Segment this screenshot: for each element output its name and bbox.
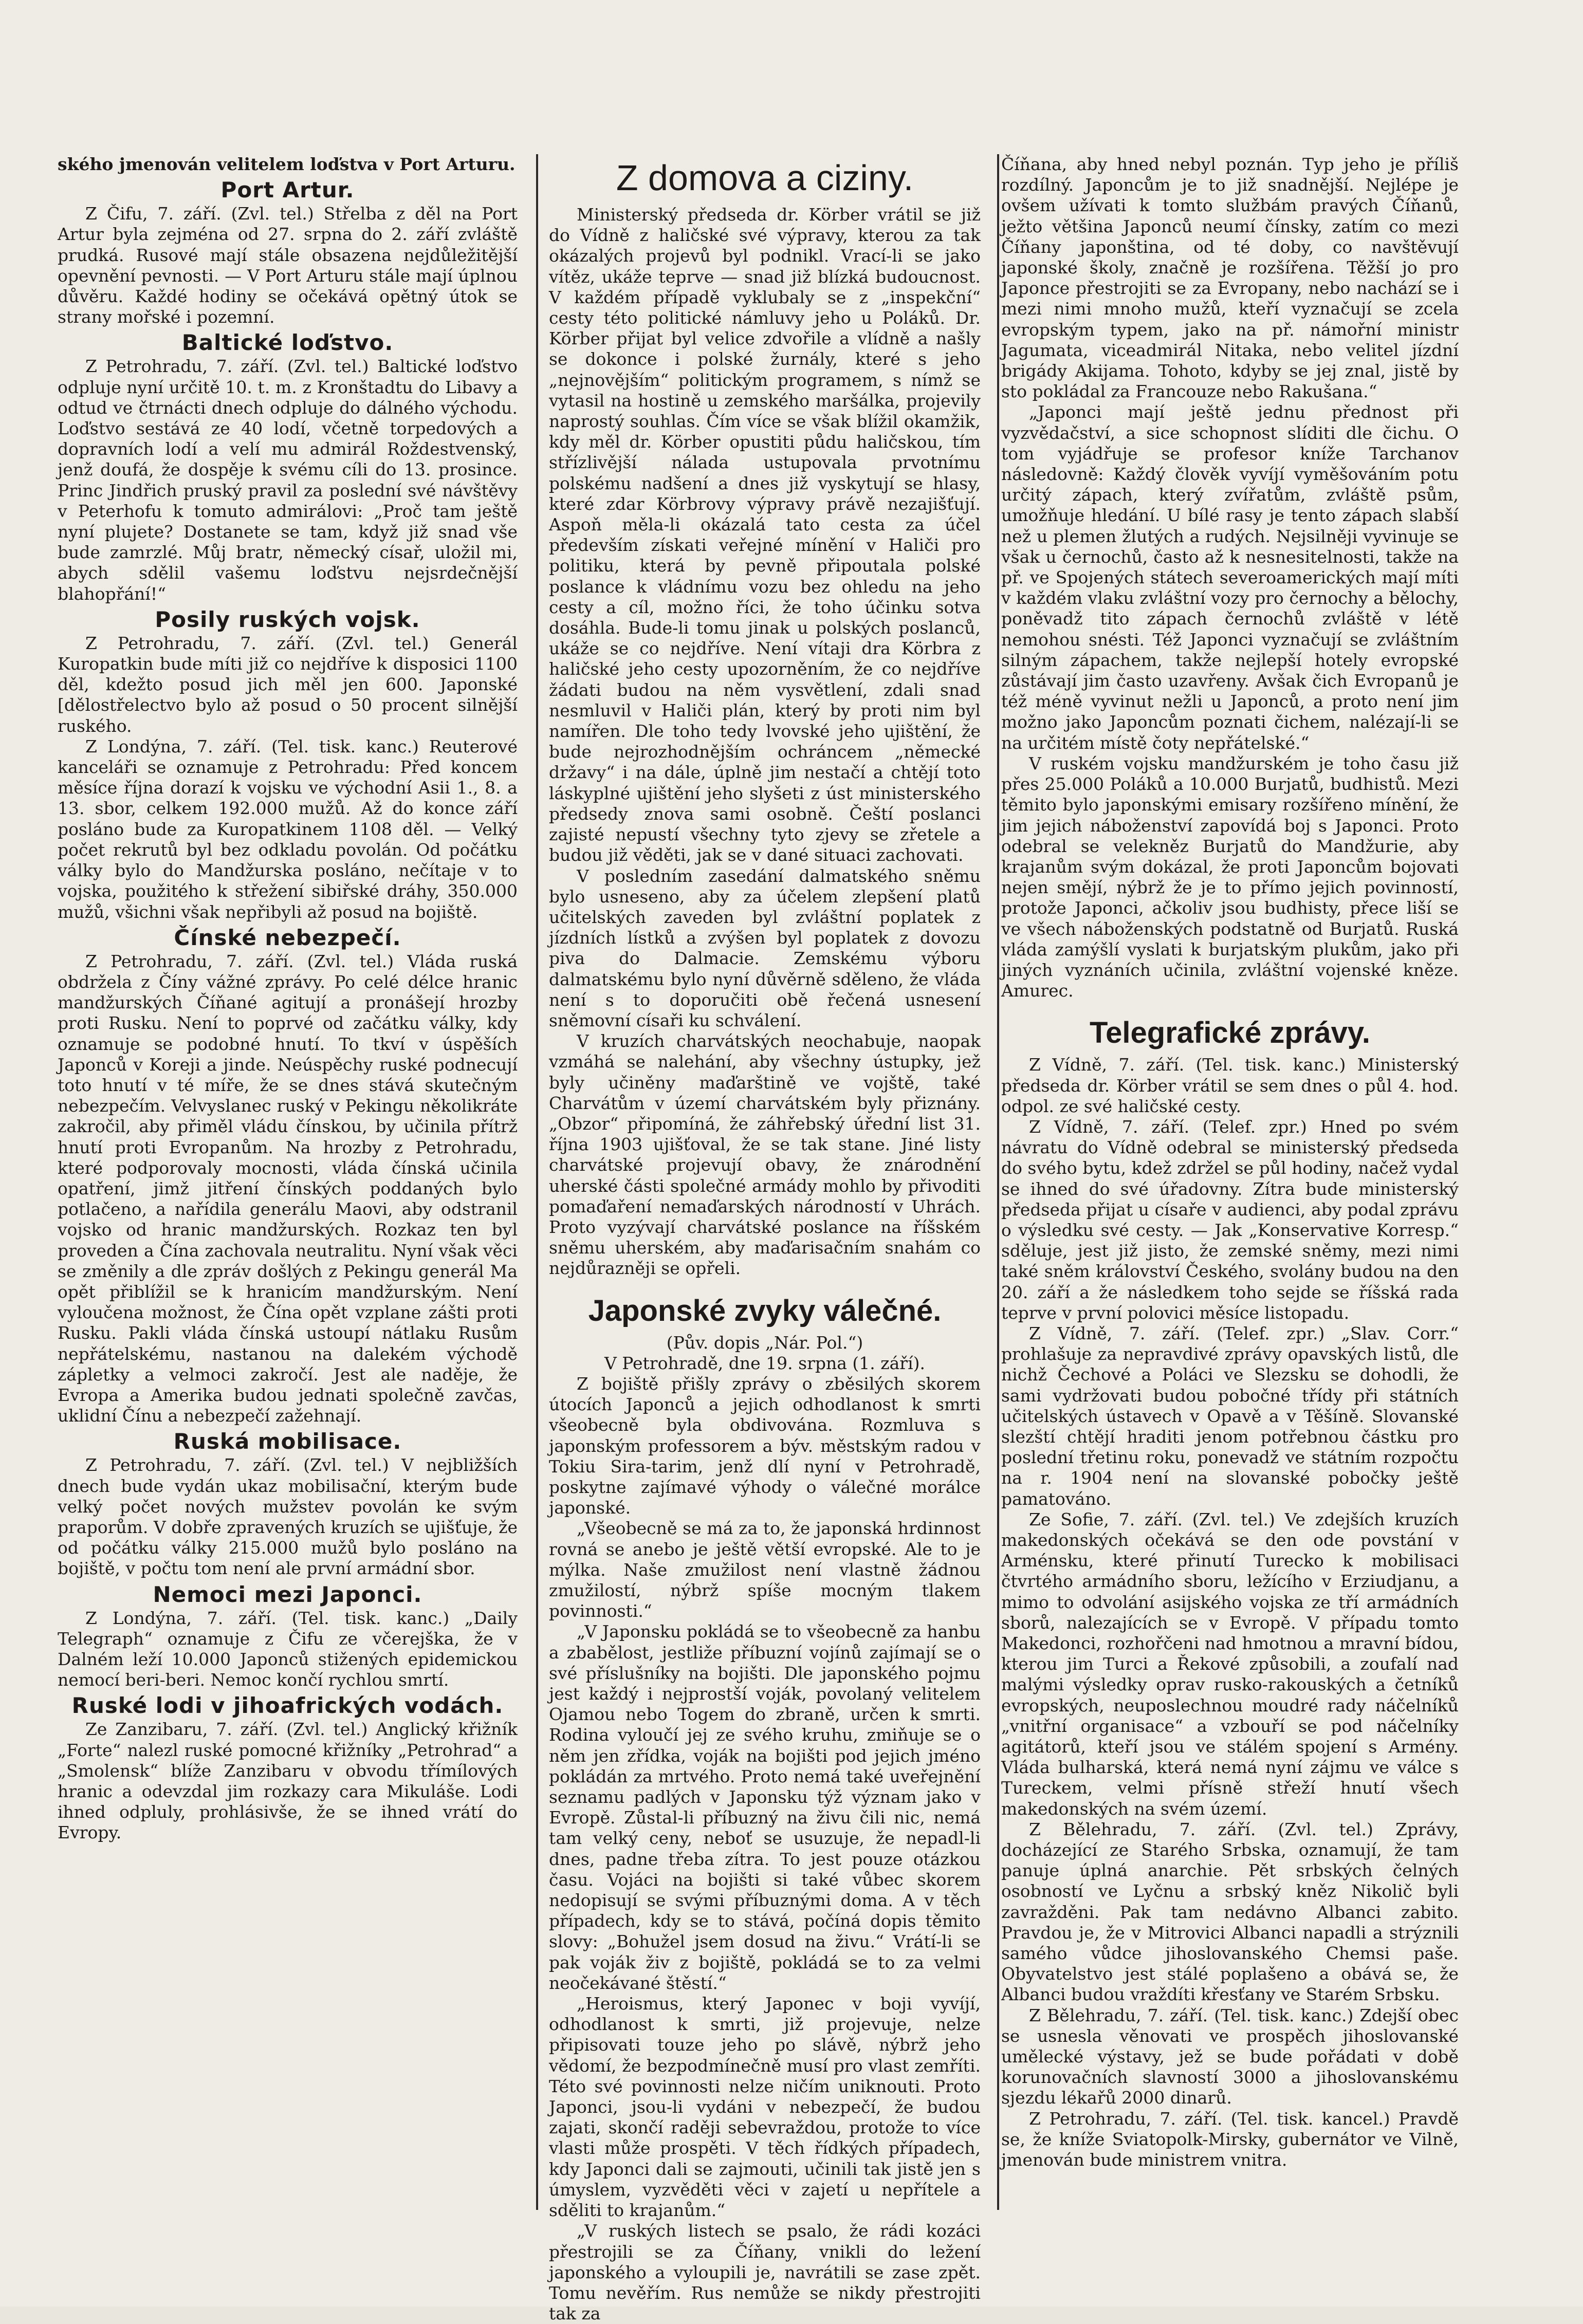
article-japanese-customs-4: „Heroismus, který Japonec v boji vyvíjí, odhodlanost k smrti, již projevuje, nelze připisovati touze jeho po slávě, nýbrž jeho vědomí, že bezpodmínečně musí pro vlast zemříti. Této své povinnosti nelze ničím uniknouti. Proto Japonci, jsou-li vydáni v nebezpečí, že budou zajati, skončí raději sebevraždou, protože to více vlasti může prospěti. V těch řídkých případech, kdy Japonci dali se zajmouti, učinili tak jistě jen s úmyslem, vyzvěděti věci v zajetí u nepřítele a sděliti to krajanům.“: [549, 1994, 981, 2221]
section-title-telegraph-news: Telegrafické zprávy.: [1090, 1016, 1370, 1050]
article-japanese-customs-5: „V ruských listech se psalo, že rádi kozáci přestrojili se za Číňany, vnikli do ležení japonského a vyloupili je, navrátili se zase zpět. Tomu nevěřím. Rus nemůže se nikdy přestrojiti tak za: [549, 2221, 981, 2324]
column-left: [58, 154, 518, 2215]
heading-japanese-war-customs: Japonské zvyky válečné.: [588, 1294, 942, 1327]
article-continuation-1: Číňana, aby hned nebyl poznán. Typ jeho je příliš rozdílný. Japoncům je to již snadnější. Nejlépe je ovšem užívati k tomto službám pravých Číňanů, ježto většina Japonců neumí čínsky, zatím co mezi Číňany japonština, od té doby, co navštěvují japonské školy, značně je rozšířena. Těžší jo pro Japonce přestrojiti se za Evropany, nebo nachází se i mezi nimi mnoho mužů, kteří vyznačují se zcela evropským typem, jako na př. námořní ministr Jagumata, viceadmirál Nitaka, nebo velitel jízdní brigády Akijama. Tohoto, kdyby se jej znal, jistě by sto pokládal za Francouze nebo Rakušana.“: [1001, 154, 1459, 402]
article-continuation-2: „Japonci mají ještě jednu přednost při vyzvědačství, a sice schopnost slíditi dle čichu. O tom vyjádřuje se profesor kníže Tarchanov následovně: Každý člověk vyvíjí vyměšováním potu určitý zápach, který zvířatům, zvláště psům, umožňuje hledání. U bílé rasy je tento zápach slabší než u plemen žlutých a rudých. Nejsilněji vyvinuje se však u černochů, často až k nesnesitelnosti, takže na př. ve Spojených státech severoamerických mají míti v každém vlaku zvláštní vozy pro černochy a bělochy, poněvadž tito zápach černochů zvláště v létě nemohou snésti. Též Japonci vyznačují se zvláštním silným zápachem, takže nejlepší hotely evropské zůstávají jim často uzavřeny. Avšak čich Evropanů je též méně vyvinut nežli u Japonců, a proto není jim možno jako Japoncům poznati čichem, nalézají-li se na určitém místě čoty nepřátelské.“: [1001, 402, 1459, 753]
heading-port-artur: Port Artur.: [220, 177, 355, 203]
telegraph-belgrade-2: Z Bělehradu, 7. září. (Tel. tisk. kanc.) Zdejší obec se usnesla věnovati ve prospěch jihoslovanské umělecké výstavy, jež se bude pořádati v době korunovačních slavností 3000 a jihoslovanskému sjezdu lékařů 2000 dinarů.: [1001, 2005, 1459, 2108]
column-divider-left: [536, 154, 538, 2210]
article-japanese-customs-3: „V Japonsku pokládá se to všeobecně za hanbu a zbabělost, jestliže příbuzní vojínů zajímají se o své příslušníky na bojišti. Dle japonského pojmu jest každý i nejprostší voják, povolaný velitelem Ojamou nebo Togem do zbraně, určen k smrti. Rodina vyloučí jej ze svého kruhu, zmiňuje se o něm jen zřídka, voják na bojišti pod jejich jméno pokládán za mrtvého. Proto nemá také uveřejnění seznamu padlých v Japonsku týž význam jako v Evropě. Zůstal-li příbuzný na živu čili nic, nemá tam velký ceny, neboť se usuzuje, že nepadl-li dnes, padne třeba zítra. To jest pouze otázkou času. Vojáci na bojišti si také vůbec skorem nedopisují se svými příbuznými doma. A v těch případech, kdy se to stává, počíná dopis těmito slovy: „Bohužel jsem dosud na živu.“ Vrátí-li se pak voják živ z bojiště, pokládá se to za velmi neočekávané štěstí.“: [549, 1621, 981, 1993]
article-mobilisation: Z Petrohradu, 7. září. (Zvl. tel.) V nejbližších dnech bude vydán ukaz mobilisační, kterým bude velký počet nových mužstev povolán ke svým praporům. V dobře zpravených kruzích se ujišťuje, že od počátku války 215.000 mužů bylo posláno na bojiště, v počtu tom není ale první armádní sbor.: [58, 1455, 518, 1579]
article-dalmatia: V posledním zasedání dalmatského sněmu bylo usneseno, aby za účelem zlepšení platů učitelských zaveden byl zvláštní poplatek z jízdních lístků a zvýšen byl poplatek z dovozu piva do Dalmacie. Zemskému výboru dalmatskému bylo nyní důvěrně sděleno, že vláda není s to doporučiti obě řečená usnesení sněmovní císaři ku schválení.: [549, 865, 981, 1030]
article-korber: Ministerský předseda dr. Körber vrátil se již do Vídně z haličské své výpravy, kterou za tak okázalých projevů byl podnikl. Vrací-li se jako vítěz, ukáže teprve — snad již blízká budoucnost. V každém případě vyklubaly se z „inspekční“ cesty této politické námluvy jeho u Poláků. Dr. Körber přijat byl velice zdvořile a vlídně a našly se dokonce i polské žurnály, které s jeho „nejnovějším“ politickým programem, s nímž se vytasil na hostině u zemského maršálka, projevily naprostý souhlas. Čím více se však blížil okamžik, kdy měl dr. Körber opustiti půdu haličskou, tím střízlivější nálada ustupovala prvotnímu polskému nadšení a dnes již vyskytují se hlasy, které zdar Körbrovy výpravy právě nezajišťují. Aspoň měla-li okázalá tato cesta za účel především získati veřejné mínění v Haliči pro politiku, která by pevně připoutala polské poslance k vládnímu vozu bez ohledu na jeho cesty a cíl, možno říci, že toho účinku sotva dosáhla. Bude-li tomu jinak u polských poslanců, ukáže se co nejdříve. Není vítaji dra Körbra z haličské jeho cesty upozorněním, že co nejdříve žádati budou na něm vysvětlení, zdali snad nesmluvil v Haliči plán, který by proti nim byl namířen. Dle toho tedy lvovské jeho ujištění, že bude nejrozhodnějším ochráncem „německé državy“ i na dále, úplně jim nestačí a chtějí toto láskyplné ujištění jeho slyšeti z úst ministerského předsedy znova sami osobně. Čeští poslanci zajisté nepustí všechny tyto zjevy se zřetele a budou již věděti, jak se v dané situaci zachovati.: [549, 205, 981, 865]
article-japanese-disease: Z Londýna, 7. září. (Tel. tisk. kanc.) „Daily Telegraph“ oznamuje z Čifu ze včerejška, že v Dalném leží 10.000 Japonců stižených epidemickou nemocí beri-beri. Nemoc končí rychlou smrtí.: [58, 1608, 518, 1690]
heading-japanese-disease: Nemoci mezi Japonci.: [153, 1581, 422, 1607]
dateline: V Petrohradě, dne 19. srpna (1. září).: [604, 1353, 926, 1373]
article-japanese-customs-2: „Všeobecně se má za to, že japonská hrdinnost rovná se anebo je ještě větší evropské. Ale to je mýlka. Naše zmužilost není vlastně žádnou zmužilostí, nýbrž spíše mocným tlakem povinnosti.“: [549, 1518, 981, 1621]
article-port-artur: Z Čifu, 7. září. (Zvl. tel.) Střelba z děl na Port Artur byla zejména od 27. srpna do 2. září zvláště prudká. Rusové mají stále obsazena nejdůležitější opevnění pevnosti. — V Port Arturu stále mají úplnou důvěru. Každé hodiny se očekává opětný útok se strany mořské i pozemní.: [58, 204, 518, 327]
article-reinforcements-b: Z Londýna, 7. září. (Tel. tisk. kanc.) Reuterové kanceláři se oznamuje z Petrohradu: Před koncem měsíce října dorazí k vojsku ve východní Asii 1., 8. a 13. sbor, celkem 192.000 mužů. Až do konce září posláno bude za Kuropatkinem 1108 děl. — Velký počet rekrutů byl bez odkladu povolán. Od počátku války bylo do Mandžurska posláno, nečítaje v to vojska, použitého k střežení sibiřské dráhy, 350.000 mužů, všichni však nepřibyli až posud na bojiště.: [58, 736, 518, 922]
telegraph-vienna-2: Z Vídně, 7. září. (Telef. zpr.) Hned po svém návratu do Vídně odebral se ministerský předseda do svého bytu, kdež zdržel se půl hodiny, načež vydal se ihned do své úřadovny. Zítra bude ministerský předseda přijat u císaře v audienci, aby podal zprávu o výsledku své cesty. — Jak „Konservative Korresp.“ sděluje, jest již jisto, že zemské sněmy, mezi nimi také sněm království Českého, svolány budou na den 20. září a že následkem toho sejde se říšská rada teprve v první polovici měsíce listopadu.: [1001, 1116, 1459, 1323]
telegraph-sofia: Ze Sofie, 7. září. (Zvl. tel.) Ve zdejších kruzích makedonských očekává se den ode povstání v Arménsku, které přinutí Turecko k mobilisaci čtvrtého armádního sboru, ležícího v Erziudjanu, a mimo to odvolání asijského vojska ze tří armádních sborů, nalezajících se v Evropě. V případu tomto Makedonci, rozhořčeni nad hmotnou a mravní bídou, kterou jim Turci a Řekové způsobili, a zoufalí nad malými výsledky oprav rusko-rakouských a četníků evropských, neuposlechnou moudré rady náčelníků „vnitřní organisace“ a vzbouří se pod náčelníky agitátorů, kteří jsou ve stálém spojení s Armény. Vláda bulharská, která nemá nyní zájmu ve válce s Tureckem, velmi přísně střeží hnutí všech makedonských na svém území.: [1001, 1509, 1459, 1819]
article-baltic-fleet: Z Petrohradu, 7. září. (Zvl. tel.) Baltické loďstvo odpluje nyní určitě 10. t. m. z Kronštadtu do Libavy a odtud ve čtrnácti dnech odpluje do dálného východu. Loďstvo sestává ze 40 lodí, včetně torpedových a dopravních lodí a velí mu admirál Roždestvenský, jenž doufá, že dospěje k svému cíli do 13. prosince. Princ Jindřich pruský pravil za poslední své návštěvy v Peterhofu k tomuto admirálovi: „Proč tam ještě nyní plujete? Dostanete se tam, když již snad vše bude zamrzlé. Můj bratr, německý císař, uložil mi, abych sdělil vašemu loďstvu nejsrdečnější blahopřání!“: [58, 356, 518, 604]
column-divider-right: [997, 154, 999, 2210]
article-chinese-danger: Z Petrohradu, 7. září. (Zvl. tel.) Vláda ruská obdržela z Číny vážné zprávy. Po celé délce hranic mandžurských Číňané agitují a pronášejí hrozby proti Rusku. Není to poprvé od začátku války, kdy oznamuje se podobné hnutí. To tkví v úspěších Japonců v Koreji a jinde. Neúspěchy ruské podnecují toto hnutí v té míře, že se dnes stává skutečným nebezpečím. Velvyslanec ruský v Pekingu několikráte zakročil, aby přiměl vládu čínskou, by učinila přítrž hnutí proti Evropanům. Na hrozby z Petrohradu, které podporovaly mocnosti, vláda čínská učinila opatření, jimž jitření čínských poddaných bylo potlačeno, a nařídila generálu Maovi, aby odstranil vojsko od hranic mandžurských. Rozkaz ten byl proveden a Čína zachovala neutralitu. Nyní však věci se změnily a dle zpráv došlých z Pekingu generál Ma opět přiblížil se k hranicím mandžurským. Není vyloučena možnost, že Čína opět vzplane zášti proti Rusku. Pakli vláda čínská ustoupí nátlaku Rusům nepřátelskému, nastanou na dalekém východě zápletky a velmoci zakročí. Jest ale naděje, že Evropa a Amerika budou jednati společně zavčas, uklidní Čínu a nebezpečí zažehnají.: [58, 951, 518, 1426]
heading-baltic-fleet: Baltické loďstvo.: [181, 330, 394, 356]
article-buryats: V ruském vojsku mandžurském je toho času již přes 25.000 Poláků a 10.000 Burjatů, budhistů. Mezi těmito bylo japonskými emisary rozšířeno mínění, že jim jejich náboženství zapovídá boj s Japonci. Proto odebral se velekněz Burjatů do Mandžurie, aby krajanům svým dokázal, že proti Japoncům bojovati nejen smějí, nýbrž že je to přímo jejich povinností, protože Japonci, ačkoliv jsou budhisty, přece liší se ve všech náboženských podstatně od Burjatů. Ruská vláda zamýšlí vyslati k burjatským plukům, jako při jiných vyznáních učinila, zvláštní vojenské kněze. Amurec.: [1001, 753, 1459, 1001]
article-croatia: V kruzích charvátských neochabuje, naopak vzmáhá se nalehání, aby všechny ústupky, jež byly učiněny maďarštině ve vojště, také Charvátům v území charvátském byly přiznány. „Obzor“ připomíná, že záhřebský úřední list 31. října 1903 ujišťoval, že se tak stane. Jiné listy charvátské projevují obavy, že znárodnění uherské části společné armády mohlo by přivoditi pomaďaření nemaďarských národností v Uhrách. Proto vyzývají charvátské poslance na říšském sněmu uherském, aby maďarisačním snahám co nejdůrazněji se opřeli.: [549, 1031, 981, 1279]
column-right: [1001, 154, 1459, 2215]
heading-russian-mobilisation: Ruská mobilisace.: [173, 1429, 402, 1454]
telegraph-vienna-3: Z Vídně, 7. září. (Telef. zpr.) „Slav. Corr.“ prohlašuje za nepravdivé zprávy opavských listů, dle nichž Čechové a Poláci ve Slezsku se dohodli, že sami vydržovati budou pobočné třídy při státních učitelských ústavech v Opavě a v Těšíně. Slovanské slezští chtějí hraditi jenom potřebnou částku pro poslední třetinu roku, ponevadž ve státním rozpočtu na r. 1904 není na slovanské pobočky ještě pamatováno.: [1001, 1323, 1459, 1509]
telegraph-belgrade-1: Z Bělehradu, 7. září. (Zvl. tel.) Zprávy, docházející ze Starého Srbska, oznamují, že tam panuje úplná anarchie. Pět srbských čelných osobností ve Lyčnu a srbský kněz Nikolič byli zavražděni. Pak tam nedávno Albanci zabito. Pravdou je, že v Mitrovici Albanci napadli a strýznili samého vůdce jihoslovanského Chemsi paše. Obyvatelstvo jest stálé poplašeno a obává se, že Albanci budou vraždíti křesťany ve Starém Srbsku.: [1001, 1819, 1459, 2005]
article-reinforcements-a: Z Petrohradu, 7. září. (Zvl. tel.) Generál Kuropatkin bude míti již co nejdříve k disposici 1100 děl, kdežto posud jich měl jen 600. Japonské [dělostřelectvo bylo až posud o 50 procent silnější ruského.: [58, 633, 518, 736]
article-japanese-customs-1: Z bojiště přišly zprávy o zběsilých skorem útocích Japonců a jejich odhodlanost k smrti všeobecně byla obdivována. Rozmluva s japonským professorem a býv. městským radou v Tokiu Sira-tarim, jenž dlí nyní v Petrohradě, poskytne zajímavé výhody o válečné morálce japonské.: [549, 1373, 981, 1518]
article-ships-south-africa: Ze Zanzibaru, 7. září. (Zvl. tel.) Anglický křižník „Forte“ nalezl ruské pomocné křižníky „Petrohrad“ a „Smolensk“ blíže Zanzibaru v obvodu třímílových hranic a odevzdal jim rozkazy cara Mikuláše. Lodi ihned odpluly, prohlásivše, že se ihned vrátí do Evropy.: [58, 1719, 518, 1843]
column-middle: [549, 154, 981, 2324]
telegraph-petersburg: Z Petrohradu, 7. září. (Tel. tisk. kancel.) Pravdě se, že kníže Sviatopolk-Mirsky, gubernátor ve Vilně, jmenován bude ministrem vnitra.: [1001, 2108, 1459, 2170]
heading-chinese-danger: Čínské nebezpečí.: [174, 925, 401, 950]
lead-fragment: ského jmenován velitelem loďstva v Port Arturu.: [58, 154, 516, 174]
heading-russian-reinforcements: Posily ruských vojsk.: [155, 606, 420, 632]
telegraph-vienna-1: Z Vídně, 7. září. (Tel. tisk. kanc.) Ministerský předseda dr. Körber vrátil se sem dnes o půl 4. hod. odpol. ze své haličské cesty.: [1001, 1055, 1459, 1116]
section-title-home-abroad: Z domova a ciziny.: [616, 158, 914, 198]
heading-ships-south-africa: Ruské lodi v jihoafrických vodách.: [71, 1693, 504, 1719]
source-note: (Pův. dopis „Nár. Pol.“): [666, 1332, 863, 1353]
